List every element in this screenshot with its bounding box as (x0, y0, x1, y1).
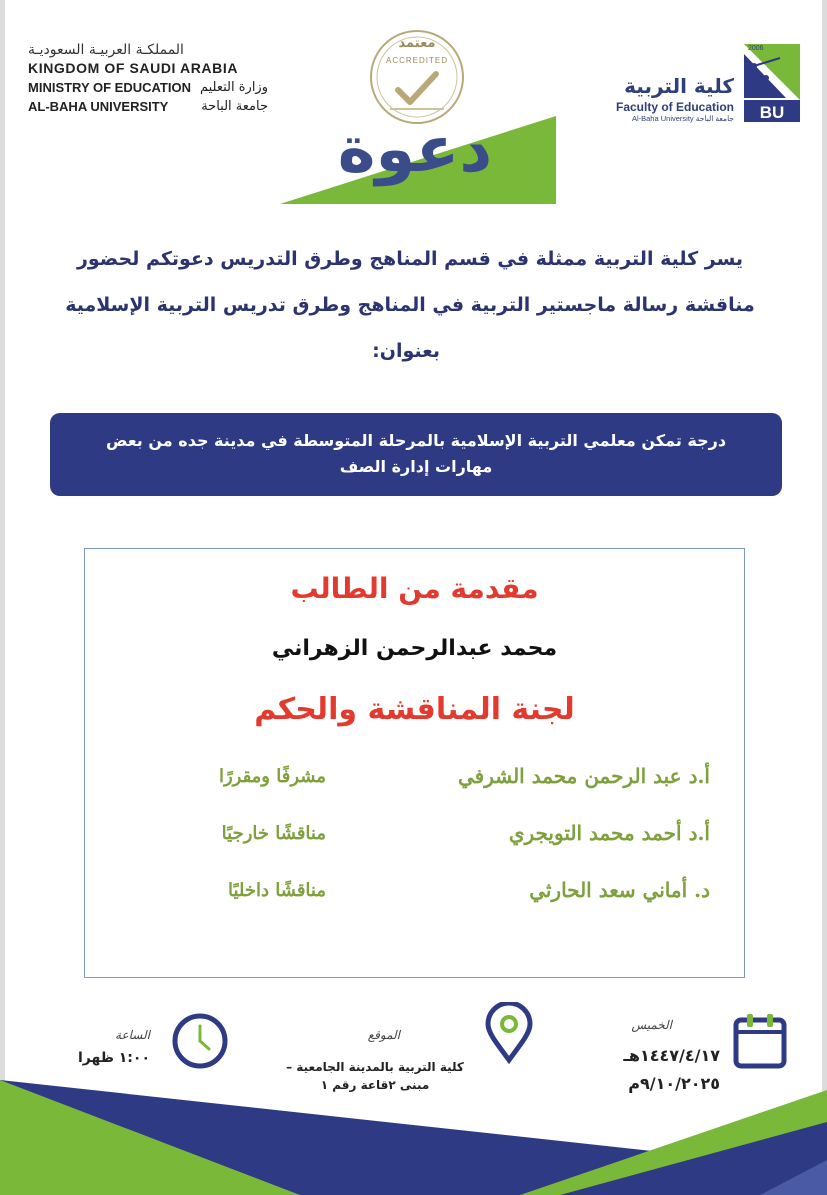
presented-by-heading: مقدمة من الطالب (290, 572, 539, 605)
seal-ar: معتمد (398, 36, 436, 51)
member-name-1: أ.د عبد الرحمن محمد الشرفي (457, 764, 710, 788)
location-line-2: مبنى ٢قاعة رقم ١ (320, 1078, 430, 1092)
time-label: الساعة (115, 1028, 150, 1042)
intro-line-2: مناقشة رسالة ماجستير التربية في المناهج وطرق تدريس التربية الإسلامية (65, 294, 755, 316)
thesis-title-line-2: مهارات إدارة الصف (339, 457, 493, 476)
faculty-name-ar: كلية التربية (624, 74, 734, 98)
time-value: ١:٠٠ ظهرا (77, 1050, 150, 1066)
seal-en: ACCREDITED (385, 56, 448, 65)
intro-line-1: يسر كلية التربية ممثلة في قسم المناهج وطرق التدريس دعوتكم لحضور (76, 248, 744, 270)
faculty-subtitle: Al-Baha University جامعة الباحة (631, 114, 734, 123)
member-name-3: د. أماني سعد الحارثي (529, 878, 710, 902)
ministry-edu-ar: وزارة التعليم (199, 80, 268, 95)
thesis-title-box (50, 413, 782, 496)
thesis-title-line-1: درجة تمكن معلمي التربية الإسلامية بالمرحلة المتوسطة في مدينة جده من بعض (105, 431, 727, 450)
invitation-title: دعوة (337, 113, 493, 187)
ministry-country-en: KINGDOM OF SAUDI ARABIA (28, 60, 239, 76)
university-row (28, 99, 268, 114)
student-name: محمد عبدالرحمن الزهراني (271, 636, 558, 661)
date-gregorian: ٩/١٠/٢٠٢٥م (628, 1074, 720, 1093)
location-label: الموقع (367, 1028, 400, 1042)
ministry-edu-en: MINISTRY OF EDUCATION (28, 80, 191, 95)
member-role-2: مناقشًا خارجيًا (221, 823, 326, 844)
day-label: الخميس (631, 1018, 672, 1032)
intro-text (30, 236, 790, 374)
ministry-ar-line: المملكـة العربيـة السعوديـة (28, 42, 184, 58)
committee-heading: لجنة المناقشة والحكم (254, 692, 575, 727)
page-edge-right (822, 0, 827, 1195)
ministry-block (28, 42, 268, 114)
page-edge-left (0, 0, 5, 1195)
university-ar: جامعة الباحة (201, 99, 268, 114)
location-pin-icon (484, 1002, 534, 1064)
intro-line-3: بعنوان: (372, 340, 440, 362)
member-role-1: مشرفًا ومقررًا (218, 766, 326, 787)
faculty-name-en: Faculty of Education (615, 100, 734, 114)
date-hijri: ١٤٤٧/٤/١٧هـ (623, 1046, 720, 1065)
member-role-3: مناقشًا داخليًا (228, 880, 326, 901)
ministry-edu-row (28, 80, 268, 95)
location-line-1: كلية التربية بالمدينة الجامعية – (286, 1060, 464, 1074)
calendar-icon (732, 1012, 788, 1070)
bu-mark: BU (759, 103, 785, 122)
bu-year: 2006 (748, 45, 764, 52)
bu-logo-icon (740, 40, 804, 124)
university-en: AL-BAHA UNIVERSITY (28, 99, 169, 114)
committee-frame (84, 548, 745, 978)
clock-icon (170, 1013, 230, 1069)
member-name-2: أ.د أحمد محمد التويجري (508, 821, 710, 845)
